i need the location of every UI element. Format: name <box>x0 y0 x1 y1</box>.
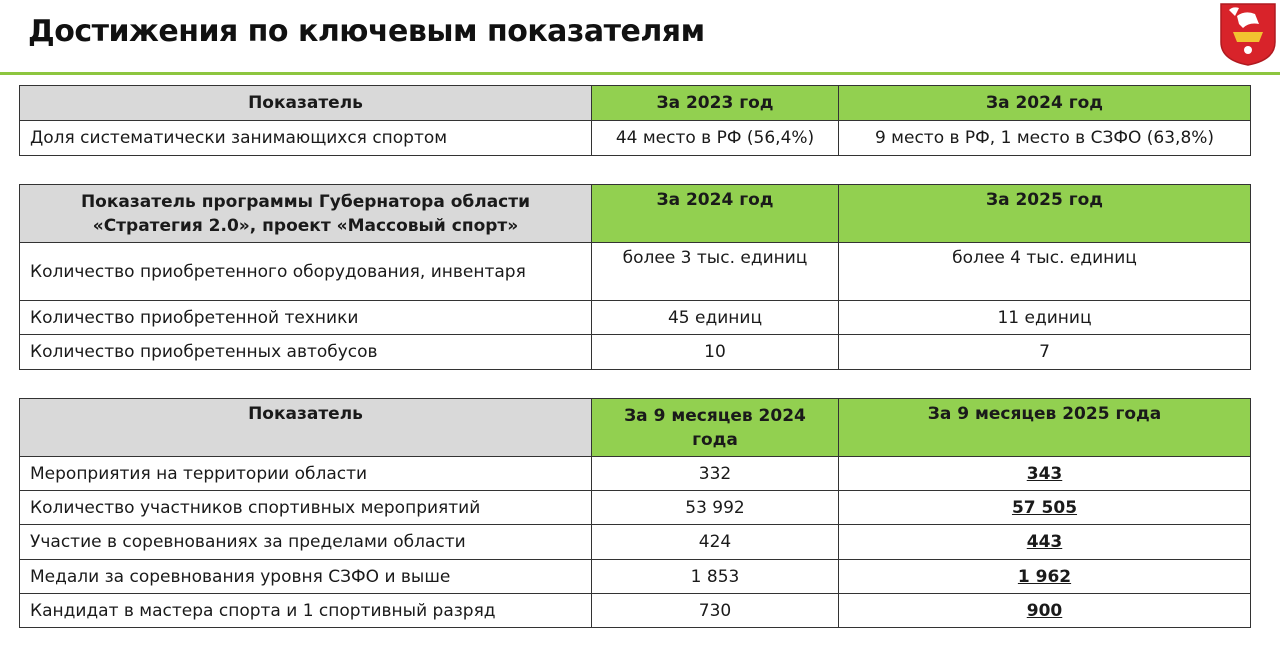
table-row <box>20 594 1251 628</box>
table-row <box>20 457 1251 491</box>
value-cell: 424 <box>592 525 839 560</box>
table-row <box>20 121 1251 156</box>
column-header: За 2024 год <box>839 86 1251 121</box>
table-row <box>20 525 1251 560</box>
column-header: За 2025 год <box>839 185 1251 243</box>
value-cell: 1 853 <box>592 560 839 594</box>
column-header: За 2023 год <box>592 86 839 121</box>
table-key-indicators <box>19 85 1251 156</box>
table-row <box>20 491 1251 525</box>
indicator-cell: Медали за соревнования уровня СЗФО и выше <box>20 560 592 594</box>
indicator-cell: Мероприятия на территории области <box>20 457 592 491</box>
table-header-row <box>20 86 1251 121</box>
highlight-value-cell: 443 <box>839 525 1251 560</box>
column-header: Показатель программы Губернатора области «Стратегия 2.0», проект «Массовый спорт» <box>20 185 592 243</box>
table-header-row <box>20 185 1251 243</box>
value-cell: 10 <box>592 335 839 370</box>
column-header: За 9 месяцев 2025 года <box>839 399 1251 457</box>
indicator-cell: Участие в соревнованиях за пределами области <box>20 525 592 560</box>
value-cell: 11 единиц <box>839 301 1251 335</box>
indicator-cell: Количество приобретенного оборудования, инвентаря <box>20 243 592 301</box>
table-strategy-program <box>19 184 1251 370</box>
coat-of-arms-icon <box>1219 2 1277 66</box>
value-cell: 730 <box>592 594 839 628</box>
page-title: Достижения по ключевым показателям <box>28 14 705 49</box>
value-cell: более 3 тыс. единиц <box>592 243 839 301</box>
table-row <box>20 301 1251 335</box>
header-divider <box>0 72 1280 75</box>
highlight-value-cell: 57 505 <box>839 491 1251 525</box>
indicator-cell: Доля систематически занимающихся спортом <box>20 121 592 156</box>
value-cell: 45 единиц <box>592 301 839 335</box>
table-header-row <box>20 399 1251 457</box>
value-cell: 53 992 <box>592 491 839 525</box>
value-cell: 9 место в РФ, 1 место в СЗФО (63,8%) <box>839 121 1251 156</box>
table-nine-months <box>19 398 1251 628</box>
column-header: За 9 месяцев 2024 года <box>592 399 839 457</box>
indicator-cell: Количество приобретенных автобусов <box>20 335 592 370</box>
column-header: Показатель <box>20 399 592 457</box>
table-row <box>20 560 1251 594</box>
indicator-cell: Количество участников спортивных мероприятий <box>20 491 592 525</box>
value-cell: 7 <box>839 335 1251 370</box>
indicator-cell: Количество приобретенной техники <box>20 301 592 335</box>
value-cell: 44 место в РФ (56,4%) <box>592 121 839 156</box>
highlight-value-cell: 1 962 <box>839 560 1251 594</box>
highlight-value-cell: 900 <box>839 594 1251 628</box>
column-header: Показатель <box>20 86 592 121</box>
table-row <box>20 243 1251 301</box>
indicator-cell: Кандидат в мастера спорта и 1 спортивный разряд <box>20 594 592 628</box>
value-cell: 332 <box>592 457 839 491</box>
highlight-value-cell: 343 <box>839 457 1251 491</box>
column-header: За 2024 год <box>592 185 839 243</box>
value-cell: более 4 тыс. единиц <box>839 243 1251 301</box>
table-row <box>20 335 1251 370</box>
